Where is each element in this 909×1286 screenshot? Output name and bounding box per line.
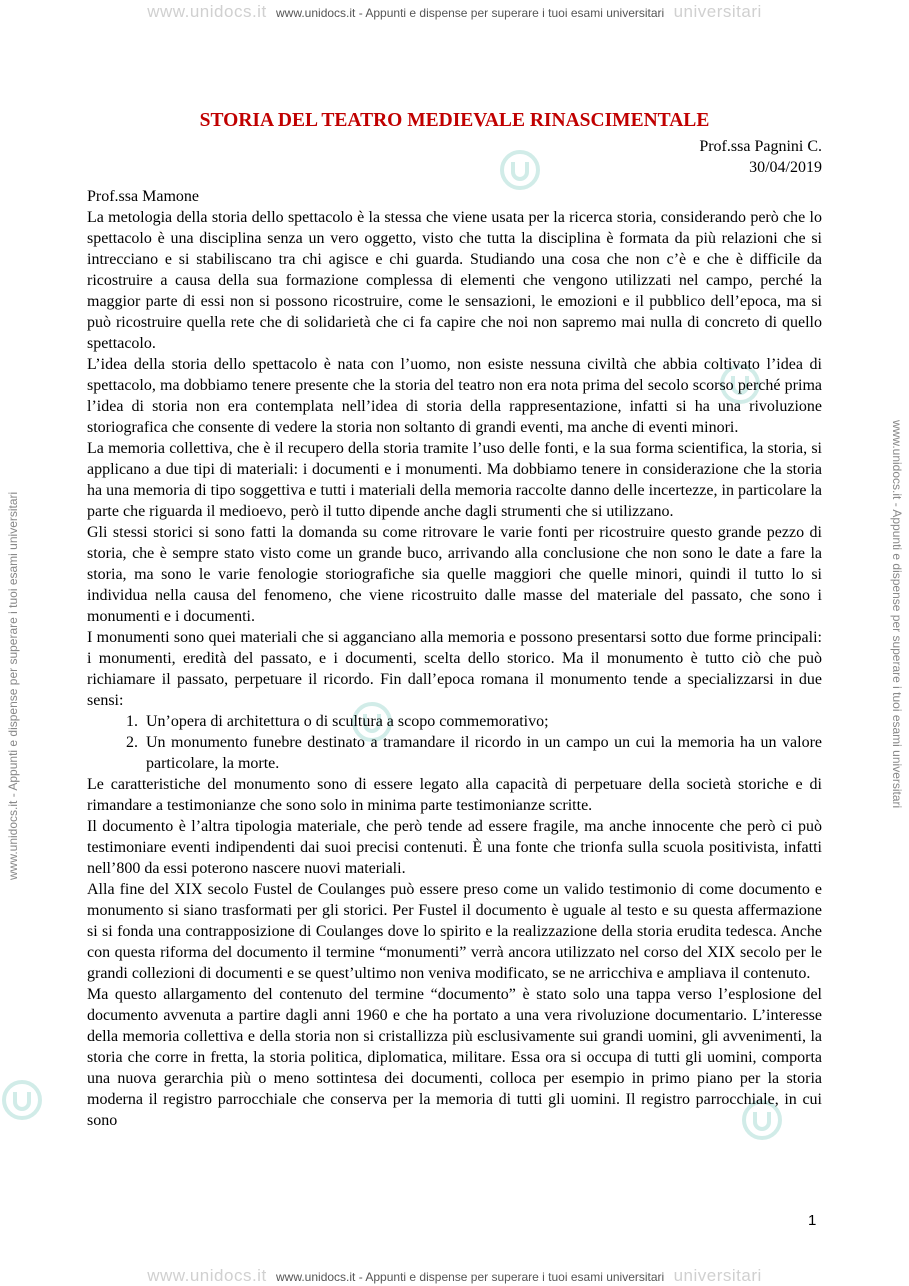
watermark-side-right: www.unidocs.it - Appunti e dispense per superare i tuoi esami universitari bbox=[890, 420, 904, 809]
paragraph: Alla fine del XIX secolo Fustel de Coulanges può essere preso come un valido testimonio di come documento e monumento si siano trasformati per gli storici. Per Fustel il documento è uguale al testo e su questa affermazione si si fonda una contrapposizione di Coulanges dove lo spirito e la realizzazione della storia erudita tedesca. Anche con questa riforma del documento il termine “monumenti” verrà ancora utilizzato nel corso del XIX secolo per le grandi collezioni di documenti e se quest’ultimo non veniva modificato, se ne arricchiva e ampliava il contenuto. bbox=[87, 881, 822, 982]
watermark-ghost-right: universitari bbox=[673, 2, 762, 21]
watermark-ghost-right: universitari bbox=[673, 1266, 762, 1285]
page-number: 1 bbox=[808, 1212, 817, 1229]
paragraph: L’idea della storia dello spettacolo è nata con l’uomo, non esiste nessuna civiltà che abbia coltivato l’idea di spettacolo, ma dobbiamo tenere presente che la storia del teatro non era nota prima del secolo scorso perché prima l’idea di storia non era contemplata nell’idea di storia della rappresentazione, infatti si ha una rivoluzione storiografica che consente di vedere la storia non soltanto di grandi eventi, ma anche di eventi minori. bbox=[87, 356, 822, 436]
document-title: STORIA DEL TEATRO MEDIEVALE RINASCIMENTALE bbox=[199, 110, 710, 131]
monument-senses-list bbox=[87, 711, 822, 774]
paragraph: I monumenti sono quei materiali che si agganciano alla memoria e possono presentarsi sotto due forme principali: i monumenti, eredità del passato, e i documenti, scelta dello storico. Ma il monumento è tutto ciò che può richiamare il passato, perpetuare il ricordo. Fin dall’epoca romana il monumento tende a specializzarsi in due sensi: bbox=[87, 629, 822, 709]
watermark-side-left: www.unidocs.it - Appunti e dispense per superare i tuoi esami universitari bbox=[6, 491, 20, 880]
watermark-ghost-left: www.unidocs.it bbox=[147, 2, 267, 21]
unidocs-logo-icon bbox=[0, 1078, 44, 1122]
paragraph: Il documento è l’altra tipologia materiale, che però tende ad essere fragile, ma anche innocente che però ci può testimoniare eventi indipendenti dai suoi precisi contenuti. È una fonte che trionfa sulla scuola positivista, infatti nell’800 da essi poterono nascere nuovi materiali. bbox=[87, 818, 822, 877]
watermark-ghost-left: www.unidocs.it bbox=[147, 1266, 267, 1285]
paragraph: Ma questo allargamento del contenuto del termine “documento” è stato solo una tappa verso l’esplosione del documento avvenuta a partire dagli anni 1960 e che ha portato a una vera rivoluzione documentario. L’interesse della memoria collettiva e della storia non si cristallizza più esclusivamente sui grandi uomini, gli avvenimenti, la storia che corre in fretta, la storia politica, diplomatica, militare. Essa ora si occupa di tutti gli uomini, comporta una nuova gerarchia più o meno sottintesa dei documenti, colloca per esempio in primo piano per la storia moderna il registro parrocchiale che conserva per la memoria di tutti gli uomini. Il registro parrocchiale, in cui sono bbox=[87, 986, 822, 1129]
watermark-footer bbox=[0, 1266, 909, 1286]
paragraph: Le caratteristiche del monumento sono di essere legato alla capacità di perpetuare della società storiche e di rimandare a testimonianze che sono solo in minima parte testimonianze scritte. bbox=[87, 776, 822, 814]
watermark-header bbox=[0, 2, 909, 22]
watermark-banner: www.unidocs.it - Appunti e dispense per superare i tuoi esami universitari bbox=[276, 6, 665, 20]
paragraph: Gli stessi storici si sono fatti la domanda su come ritrovare le varie fonti per ricostruire questo grande pezzo di storia, che è sempre stato visto come un grande buco, arrivando alla conclusione che non sono le date a fare la storia, ma sono le varie fenologie storiografiche sia quelle maggiori che quelle minori, quindi il tutto lo si individua nella causa del fenomeno, che viene ricostruito dalle masse del materiale del passato, che sono i monumenti e i documenti. bbox=[87, 524, 822, 625]
list-item: 2. Un monumento funebre destinato a tramandare il ricordo in un campo un cui la memoria ha un valore particolare, la morte. bbox=[142, 732, 822, 774]
document-date: 30/04/2019 bbox=[749, 159, 822, 176]
watermark-banner: www.unidocs.it - Appunti e dispense per superare i tuoi esami universitari bbox=[276, 1270, 665, 1284]
lecturer-name: Prof.ssa Mamone bbox=[87, 188, 199, 205]
document-body bbox=[87, 186, 822, 1131]
list-item: 1. Un’opera di architettura o di scultura a scopo commemorativo; bbox=[142, 711, 822, 732]
paragraph: La memoria collettiva, che è il recupero della storia tramite l’uso delle fonti, e la sua forma scientifica, la storia, si applicano a due tipi di materiali: i documenti e i monumenti. Ma dobbiamo tenere in considerazione che la storia ha una memoria di tipo soggettiva e tutti i materiali della memoria raccolte danno delle incertezze, in particolare la parte che riguarda il medioevo, però il tutto dipende anche dagli strumenti che si utilizzano. bbox=[87, 440, 822, 520]
paragraph: La metologia della storia dello spettacolo è la stessa che viene usata per la ricerca storia, considerando però che lo spettacolo è una disciplina senza un vero oggetto, visto che tutta la disciplina è formata da più relazioni che si intrecciano e si stabiliscano tra chi agisce e chi guarda. Studiando una cosa che non c’è e che è difficile da ricostruire a causa della sua formazione complessa di elementi che vengono utilizzati nel campo, perché la maggior parte di essi non si possono ricostruire, come le sensazioni, le emozioni e il pubblico dell’epoca, ma si può ricostruire quella rete che di solidarietà che ci fa capire che noi non sapremo mai nulla di concreto di quello spettacolo. bbox=[87, 209, 822, 352]
professor-name: Prof.ssa Pagnini C. bbox=[699, 138, 822, 155]
document-page bbox=[87, 106, 822, 1131]
